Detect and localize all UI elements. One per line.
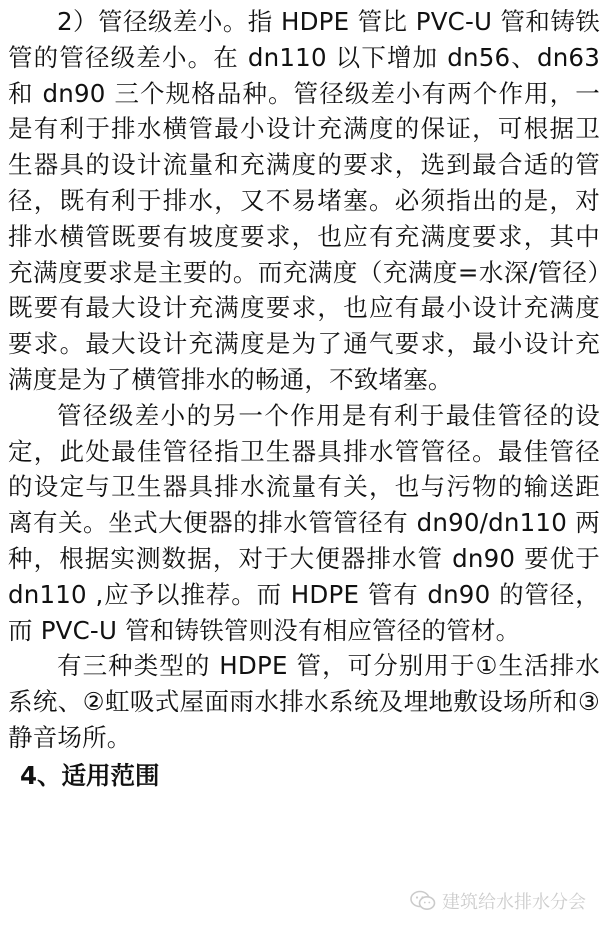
paragraph-pipe-diameter-grade: 2）管径级差小。指 HDPE 管比 PVC-U 管和铸铁管的管径级差小。在 dn110 以下增加 dn56、dn63 和 dn90 三个规格品种。管径级差小有两个作用，一是有利于排水横管最小设计充满度的保证，可根据卫生器具的设计流量和充满度的要求，选到最合适的管径，既有利于排水，又不易堵塞。必须指出的是，对排水横管既要有坡度要求，也应有充满度要求，其中充满度要求是主要的。而充满度（充满度=水深/管径）既要有最大设计充满度要求，也应有最小设计充满度要求。最大设计充满度是为了通气要求，最小设计充满度是为了横管排水的畅通，不致堵塞。 [8, 7, 600, 394]
watermark [410, 888, 586, 914]
wechat-icon [410, 890, 436, 912]
section-heading: 4、适用范围 [20, 760, 160, 790]
watermark-text: 建筑给水排水分会 [442, 892, 586, 913]
article-body [8, 4, 600, 934]
paragraph-hdpe-types: 有三种类型的 HDPE 管，可分别用于①生活排水系统、②虹吸式屋面雨水排水系统及埋地敷设场所和③静音场所。 [8, 651, 600, 752]
paragraph-optimal-diameter: 管径级差小的另一个作用是有利于最佳管径的设定，此处最佳管径指卫生器具排水管管径。最佳管径的设定与卫生器具排水流量有关，也与污物的输送距离有关。坐式大便器的排水管管径有 dn90/dn110 两种，根据实测数据，对于大便器排水管 dn90 要优于 dn110 ,应予以推荐。而 HDPE 管有 dn90 的管径，而 PVC-U 管和铸铁管则没有相应管径的管材。 [8, 400, 600, 645]
